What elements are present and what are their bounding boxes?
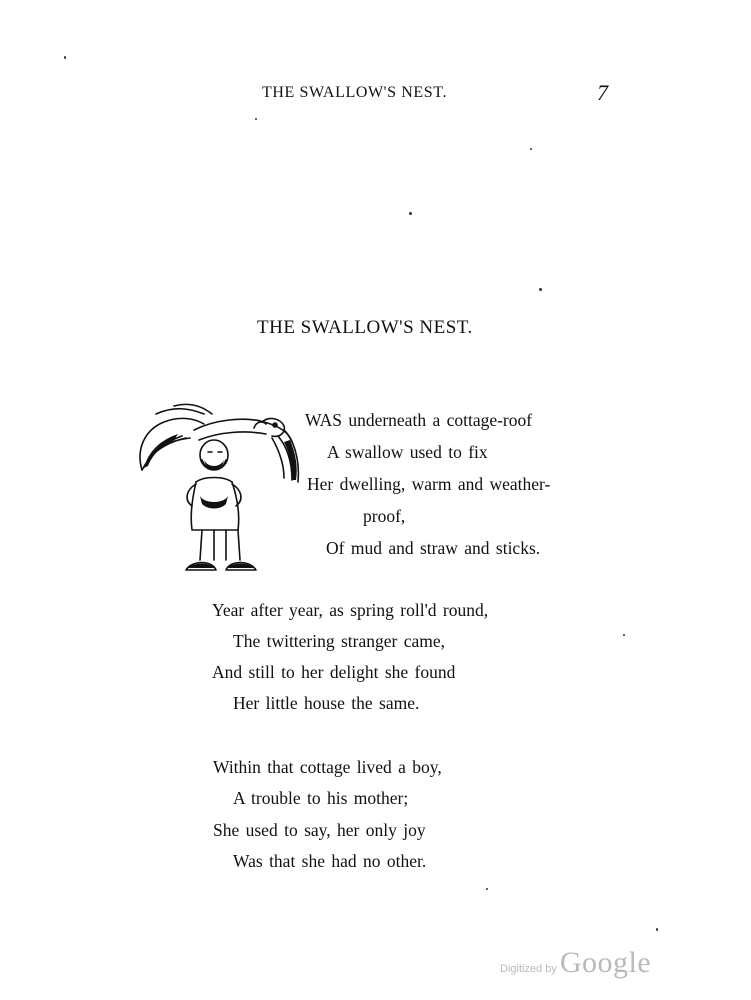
poem-line: Within that cottage lived a boy, [213, 757, 442, 777]
digitized-label: Digitized by [500, 963, 557, 975]
poem-line: Her little house the same. [233, 693, 420, 713]
scan-speck [623, 634, 625, 636]
poem-line: The twittering stranger came, [233, 631, 446, 651]
poem-line: Was that she had no other. [233, 851, 427, 871]
scan-speck [530, 148, 532, 150]
poem-line: And still to her delight she found [212, 662, 456, 682]
poem-line: WAS underneath a cottage-roof [305, 410, 533, 430]
scan-speck [539, 288, 542, 291]
poem-line: She used to say, her only joy [213, 820, 426, 840]
poem-line: A swallow used to fix [327, 442, 488, 462]
scan-speck [486, 888, 488, 890]
scan-speck [64, 56, 66, 59]
scan-speck [656, 928, 658, 931]
running-head: THE SWALLOW'S NEST. [262, 84, 448, 101]
digitized-by-google-watermark [500, 946, 651, 980]
poem-line: Year after year, as spring roll'd round, [212, 600, 489, 620]
poem-title: THE SWALLOW'S NEST. [257, 317, 473, 338]
poem-line: A trouble to his mother; [233, 788, 409, 808]
page-number: 7 [597, 80, 608, 105]
drop-cap-illustration [134, 400, 306, 585]
scan-speck [255, 118, 257, 120]
poem-line: proof, [363, 506, 406, 526]
poem-line: Of mud and straw and sticks. [326, 538, 541, 558]
poem-line: Her dwelling, warm and weather- [307, 474, 551, 494]
google-wordmark: Google [559, 946, 652, 979]
scan-speck [409, 212, 412, 215]
